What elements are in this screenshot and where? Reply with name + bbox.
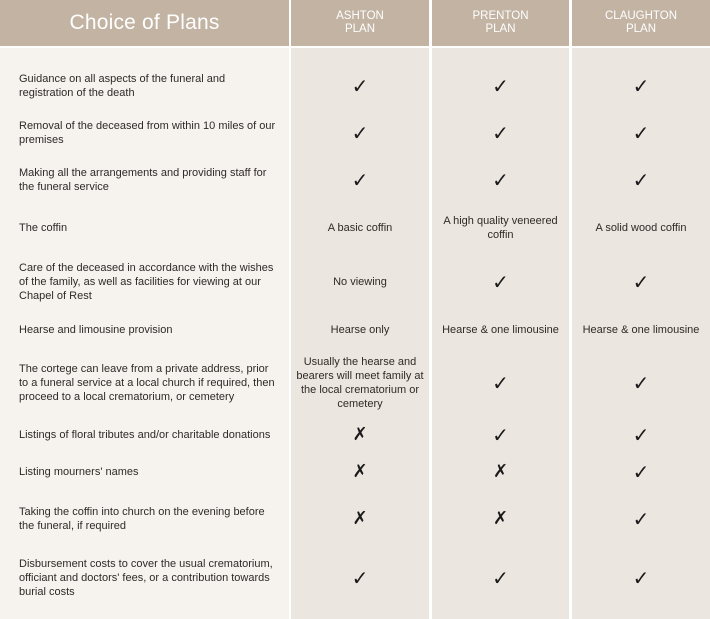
plan-header-name: ASHTON [336,10,384,22]
plan-value-cell [296,156,424,203]
plan-header-suffix: PLAN [485,23,516,35]
check-icon: ✓ [632,460,650,484]
feature-label: Taking the coffin into church on the evening before the funeral, if required [19,505,265,532]
check-icon: ✓ [492,167,509,192]
check-icon: ✓ [632,167,650,192]
plan-value-cell [577,492,705,545]
plan-value-cell [437,252,564,312]
feature-label: Disbursement costs to cover the usual crematorium, officiant and doctors' fees, or a contribution towards burial costs [19,558,273,598]
feature-label: The coffin [19,221,68,234]
check-icon: ✓ [632,423,650,447]
table-row [0,545,710,611]
check-icon: ✓ [492,270,509,294]
plan-header-claughton [572,0,710,46]
table-row [0,109,710,156]
plan-value-text: A high quality veneered coffin [443,214,558,241]
table-row [0,347,710,418]
plan-value-cell [437,109,564,156]
feature-label: Listing mourners' names [19,466,139,478]
plan-value-cell [437,545,564,611]
check-icon: ✓ [492,370,509,395]
plan-value-cell [296,545,424,611]
plan-header-suffix: PLAN [344,23,376,35]
plan-header-suffix: PLAN [625,23,657,35]
check-icon: ✓ [492,566,509,590]
feature-label: Removal of the deceased from within 10 miles of our premises [19,119,276,146]
plan-value-cell [437,62,564,109]
plan-value-cell [296,62,424,109]
table-row [0,62,710,109]
check-icon: ✓ [632,506,650,531]
plan-value-cell [437,347,564,418]
plan-value-cell [577,418,705,452]
plan-value-cell [577,545,705,611]
table-row [0,252,710,312]
table-row [0,418,710,452]
plan-header-name: CLAUGHTON [605,10,677,22]
plan-value-cell [296,418,424,452]
table-row [0,156,710,203]
plan-value-text: A solid wood coffin [595,221,687,234]
feature-label: Making all the arrangements and providing staff for the funeral service [19,166,267,193]
plan-value-text: Hearse & one limousine [582,323,700,336]
plan-value-cell [437,418,564,452]
feature-label: Guidance on all aspects of the funeral and registration of the death [19,72,226,99]
table-row [0,312,710,347]
check-icon: ✓ [492,73,509,98]
table-row [0,452,710,492]
plan-value-text: A basic coffin [327,221,393,234]
plan-value-cell [577,252,705,312]
plan-value-cell [437,492,564,545]
plan-value-text: Hearse only [330,323,390,336]
cross-icon: ✗ [352,424,368,445]
plan-value-text: Hearse & one limousine [442,323,559,336]
check-icon: ✓ [632,270,650,294]
check-icon: ✓ [632,120,650,145]
plan-value-cell [577,62,705,109]
check-icon: ✓ [492,120,509,145]
check-icon: ✓ [632,73,650,98]
feature-label: Listings of floral tributes and/or charitable donations [19,429,271,441]
check-icon: ✓ [351,120,369,145]
cross-icon: ✗ [352,507,368,529]
table-row [0,492,710,545]
feature-label: The cortege can leave from a private address, prior to a funeral service at a local church if required, then proceed to a local crematorium, or cemetery [19,362,275,403]
plan-header-prenton [432,0,569,46]
plan-value-cell [437,452,564,492]
feature-label: Care of the deceased in accordance with the wishes of the family, as well as facilities for viewing at our Chapel of Rest [19,262,274,302]
plan-value-cell [296,492,424,545]
plan-value-cell [577,347,705,418]
check-icon: ✓ [632,370,650,395]
check-icon: ✓ [492,423,509,447]
plan-value-cell [577,452,705,492]
table-title: Choice of Plans [0,0,289,46]
plan-value-cell [437,156,564,203]
table-row [0,203,710,252]
plan-value-text: No viewing [333,276,387,288]
plan-header-name: PRENTON [472,10,529,22]
cross-icon: ✗ [492,461,509,482]
check-icon: ✓ [351,167,369,192]
check-icon: ✓ [632,566,650,590]
plan-value-cell [296,452,424,492]
plan-value-cell [296,109,424,156]
check-icon: ✓ [351,73,369,98]
cross-icon: ✗ [492,507,509,529]
plan-value-cell [577,156,705,203]
plan-header-ashton [291,0,429,46]
plan-value-cell [577,109,705,156]
cross-icon: ✗ [352,461,368,482]
feature-label: Hearse and limousine provision [19,323,173,336]
plan-value-text: Usually the hearse and bearers will meet family at the local crematorium or cemetery [296,355,424,410]
check-icon: ✓ [351,566,369,590]
